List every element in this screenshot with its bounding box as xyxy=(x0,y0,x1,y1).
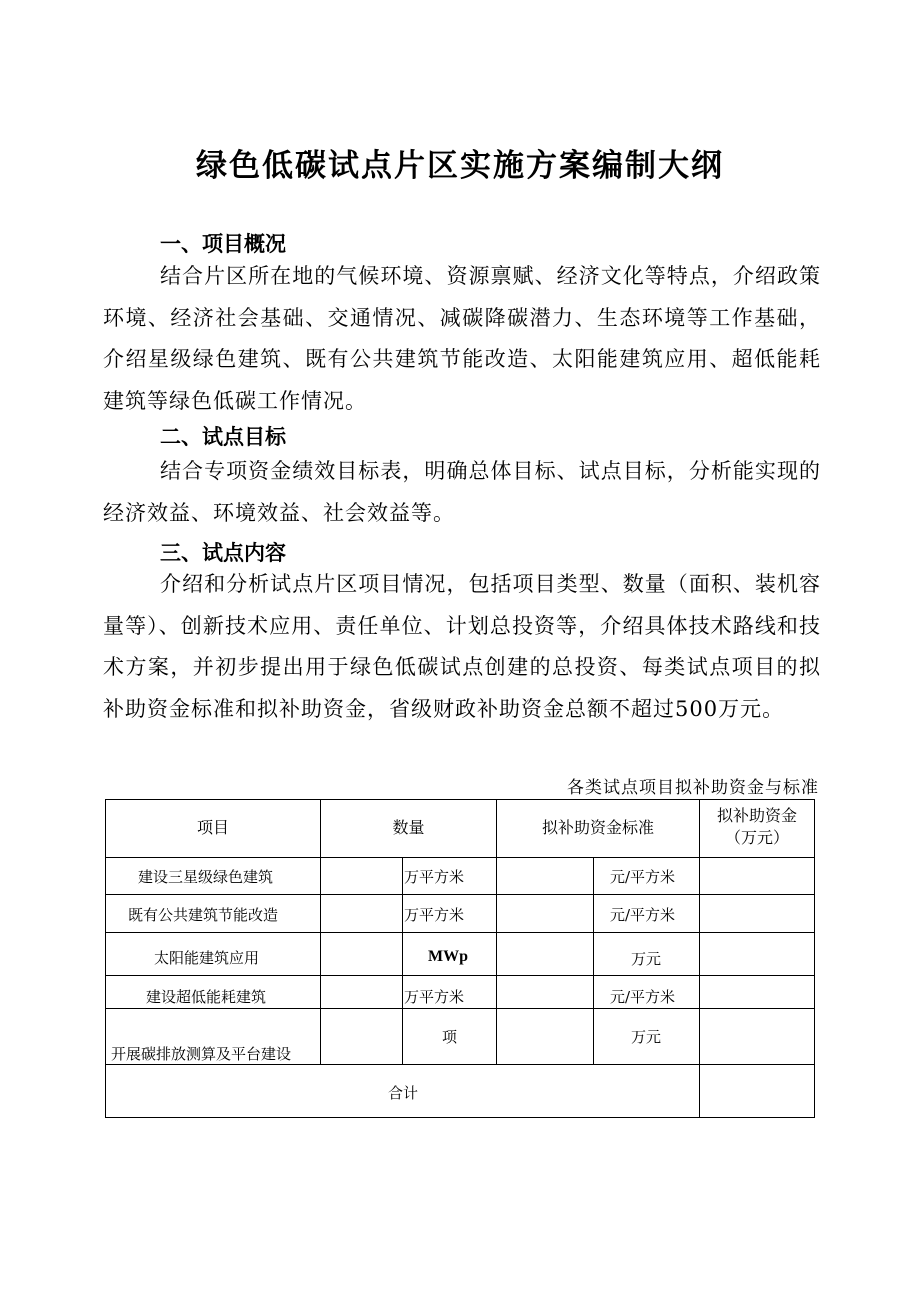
row-standard-unit: 万元 xyxy=(631,950,662,968)
section-heading-content: 三、试点内容 xyxy=(160,541,286,565)
column-header-subsidy xyxy=(700,805,814,849)
section-text-content: 介绍和分析试点片区项目情况，包括项目类型、数量（面积、装机容量等）、创新技术应用、责任单位、计划总投资等，介绍具体技术路线和技术方案，并初步提出用于绿色低碳试点创建的总投资、每类试点项目的拟补助资金标准和拟补助资金，省级财政补助资金总额不超过500万元。 xyxy=(103,572,821,721)
row-quantity-unit: 万平方米 xyxy=(404,906,465,924)
section-text-goals: 结合专项资金绩效目标表，明确总体目标、试点目标，分析能实现的经济效益、环境效益、社会效益等。 xyxy=(103,459,821,525)
column-header-quantity: 数量 xyxy=(392,818,425,837)
column-header-subsidy-line1: 拟补助资金 xyxy=(716,806,797,825)
column-header-standard: 拟补助资金标准 xyxy=(541,818,654,837)
section-heading-overview: 一、项目概况 xyxy=(160,232,286,256)
row-name: 太阳能建筑应用 xyxy=(154,949,260,967)
row-name: 建设三星级绿色建筑 xyxy=(138,868,274,886)
row-standard-unit: 元/平方米 xyxy=(610,868,676,886)
row-standard-unit: 万元 xyxy=(631,1028,662,1046)
total-label: 合计 xyxy=(388,1084,419,1102)
row-name: 开展碳排放测算及平台建设 xyxy=(111,1045,292,1063)
document-title: 绿色低碳试点片区实施方案编制大纲 xyxy=(196,148,724,184)
column-header-item: 项目 xyxy=(196,818,229,837)
row-name: 既有公共建筑节能改造 xyxy=(128,906,279,924)
row-standard-unit: 元/平方米 xyxy=(610,906,676,924)
row-quantity-unit: 项 xyxy=(442,1028,458,1046)
row-quantity-unit: MWp xyxy=(428,948,468,965)
row-name: 建设超低能耗建筑 xyxy=(146,988,267,1006)
row-quantity-unit: 万平方米 xyxy=(404,988,465,1006)
row-quantity-unit: 万平方米 xyxy=(404,868,465,886)
column-header-subsidy-line2: （万元） xyxy=(724,828,789,847)
row-standard-unit: 元/平方米 xyxy=(610,988,676,1006)
table-caption: 各类试点项目拟补助资金与标准 xyxy=(567,778,819,798)
section-heading-goals: 二、试点目标 xyxy=(160,425,286,449)
section-text-overview: 结合片区所在地的气候环境、资源禀赋、经济文化等特点，介绍政策环境、经济社会基础、交通情况、减碳降碳潜力、生态环境等工作基础，介绍星级绿色建筑、既有公共建筑节能改造、太阳能建筑应用、超低能耗建筑等绿色低碳工作情况。 xyxy=(103,264,821,413)
